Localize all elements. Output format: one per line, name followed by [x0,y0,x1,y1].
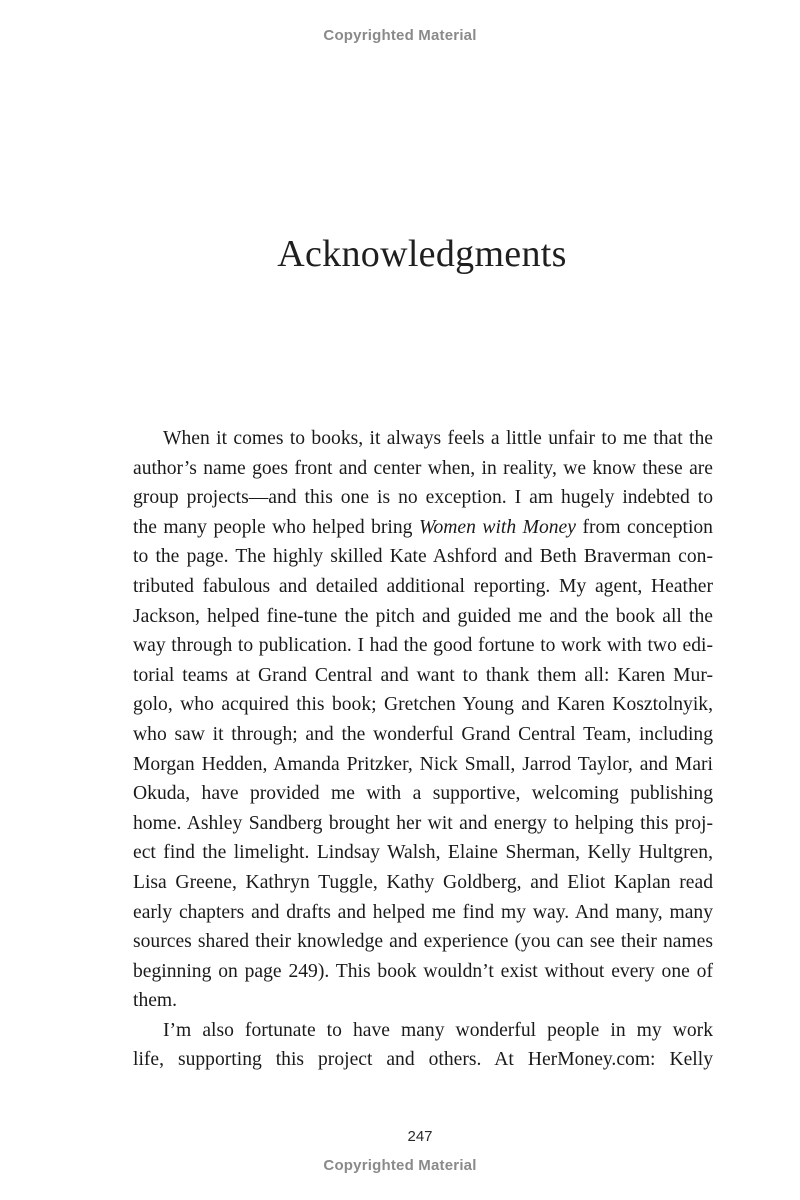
text-line: tributed fabulous and detailed additional reporting. My agent, Heather [133,575,713,597]
page-number: 247 [407,1128,433,1145]
text-line: I’m also fortunate to have many wonderful people in my work [163,1019,713,1041]
chapter-heading: Acknowledgments [277,233,567,275]
text-line: who saw it through; and the wonderful Grand Central Team, including [133,723,713,745]
text-line: group projects—and this one is no exception. I am hugely indebted to [133,487,713,509]
text-line: life, supporting this project and others. At HerMoney.com: Kelly [133,1049,713,1071]
text-line: Okuda, have provided me with a supportive, welcoming publishing [133,783,713,805]
text-fragment: the many people who helped bring [133,516,419,538]
body-text [133,424,713,1075]
text-line: Jackson, helped fine-tune the pitch and guided me and the book all the [133,605,713,627]
text-line-with-title [133,513,713,543]
text-fragment: from conception [575,516,713,538]
text-line: When it comes to books, it always feels a little unfair to me that the [163,428,713,449]
text-line: author’s name goes front and center when, in reality, we know these are [133,457,713,479]
text-line: sources shared their knowledge and experience (you can see their names [133,931,713,953]
text-line: torial teams at Grand Central and want to thank them all: Karen Mur- [133,664,713,686]
text-line: them. [133,990,178,1012]
text-line: to the page. The highly skilled Kate Ashford and Beth Braverman con- [133,546,713,568]
text-line: home. Ashley Sandberg brought her wit and energy to helping this proj- [133,812,713,834]
text-line: way through to publication. I had the good fortune to work with two edi- [133,635,713,657]
text-line: beginning on page 249). This book wouldn’t exist without every one of [133,960,713,982]
text-line: golo, who acquired this book; Gretchen Young and Karen Kosztolnyik, [133,694,713,716]
book-title: Women with Money [418,516,576,538]
text-line: ect find the limelight. Lindsay Walsh, Elaine Sherman, Kelly Hultgren, [133,842,713,864]
text-line: Lisa Greene, Kathryn Tuggle, Kathy Goldberg, and Eliot Kaplan read [133,871,713,893]
copyright-watermark-bottom: Copyrighted Material [323,1157,477,1174]
text-line: Morgan Hedden, Amanda Pritzker, Nick Small, Jarrod Taylor, and Mari [133,753,713,775]
text-line: early chapters and drafts and helped me find my way. And many, many [133,901,713,923]
copyright-watermark-top: Copyrighted Material [323,27,477,44]
